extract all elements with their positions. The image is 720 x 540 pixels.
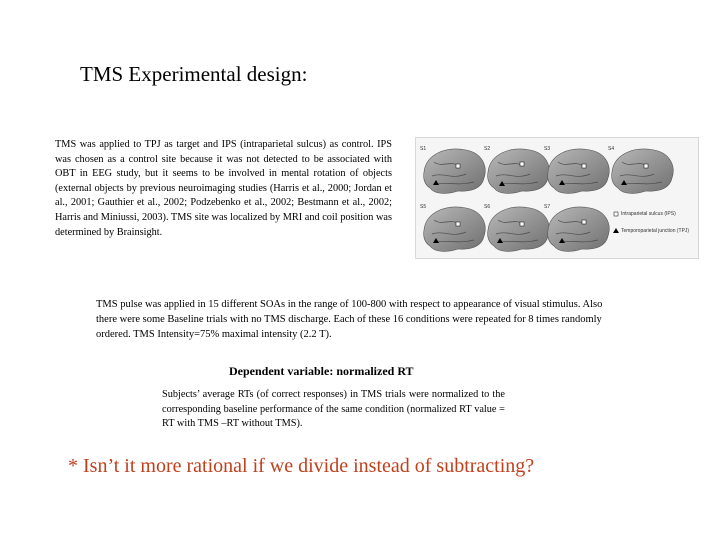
brain-panel-s7 — [544, 204, 609, 251]
brain-panel-s6 — [484, 204, 549, 251]
brain-panel-s5 — [420, 204, 485, 251]
brain-panel-s3 — [544, 146, 609, 193]
panel-label: S4 — [608, 146, 615, 152]
tpj-marker-icon — [613, 228, 619, 233]
normalization-paragraph: Subjects’ average RTs (of correct responses) in TMS trials were normalized to the corresponding baseline performance of the same condition (normalized RT value = RT with TMS –RT without TMS). — [162, 389, 505, 430]
tms-site-paragraph: TMS was applied to TPJ as target and IPS (intraparietal sulcus) as control. IPS was chosen as a control site because it was not detected to be associated with OBT in EEG study, but it seems to be involved in mental rotation of objects (external objects by previous neuroimaging studies (Harris et al., 2000; Jordan et al., 2001; Gauthier et al., 2002; Podzebenko et al., 2002; Bestmann et al., 2002; Harris and Miniussi, 2003). TMS site was localized by MRI and coil position was determined by Brainsight. — [55, 139, 392, 238]
panel-label: S2 — [484, 146, 491, 152]
dependent-variable-heading: Dependent variable: normalized RT — [229, 364, 414, 378]
brain-panel-s2 — [484, 146, 549, 193]
panel-label: S5 — [420, 204, 427, 210]
legend-tpj-label: Temporoparietal junction (TPJ) — [621, 228, 690, 234]
panel-label: S6 — [484, 204, 491, 210]
question-note: * Isn’t it more rational if we divide instead of subtracting? — [68, 455, 535, 477]
brain-panel-s4 — [608, 146, 673, 193]
legend-ips-label: Intraparietal sulcus (IPS) — [621, 211, 676, 217]
brain-panel-s1 — [420, 146, 485, 193]
slide-title: TMS Experimental design: — [80, 62, 308, 86]
brain-figure — [415, 137, 699, 259]
panel-label: S7 — [544, 204, 551, 210]
panel-label: S1 — [420, 146, 427, 152]
ips-marker-icon — [614, 212, 618, 216]
figure-legend — [613, 211, 689, 234]
tms-pulse-paragraph: TMS pulse was applied in 15 different SOAs in the range of 100-800 with respect to appearance of visual stimulus. Also there were some Baseline trials with no TMS discharge. Each of these 16 conditions were repeated for 8 times randomly ordered. TMS Intensity=75% maximal intensity (2.2 T). — [96, 299, 603, 340]
panel-label: S3 — [544, 146, 551, 152]
